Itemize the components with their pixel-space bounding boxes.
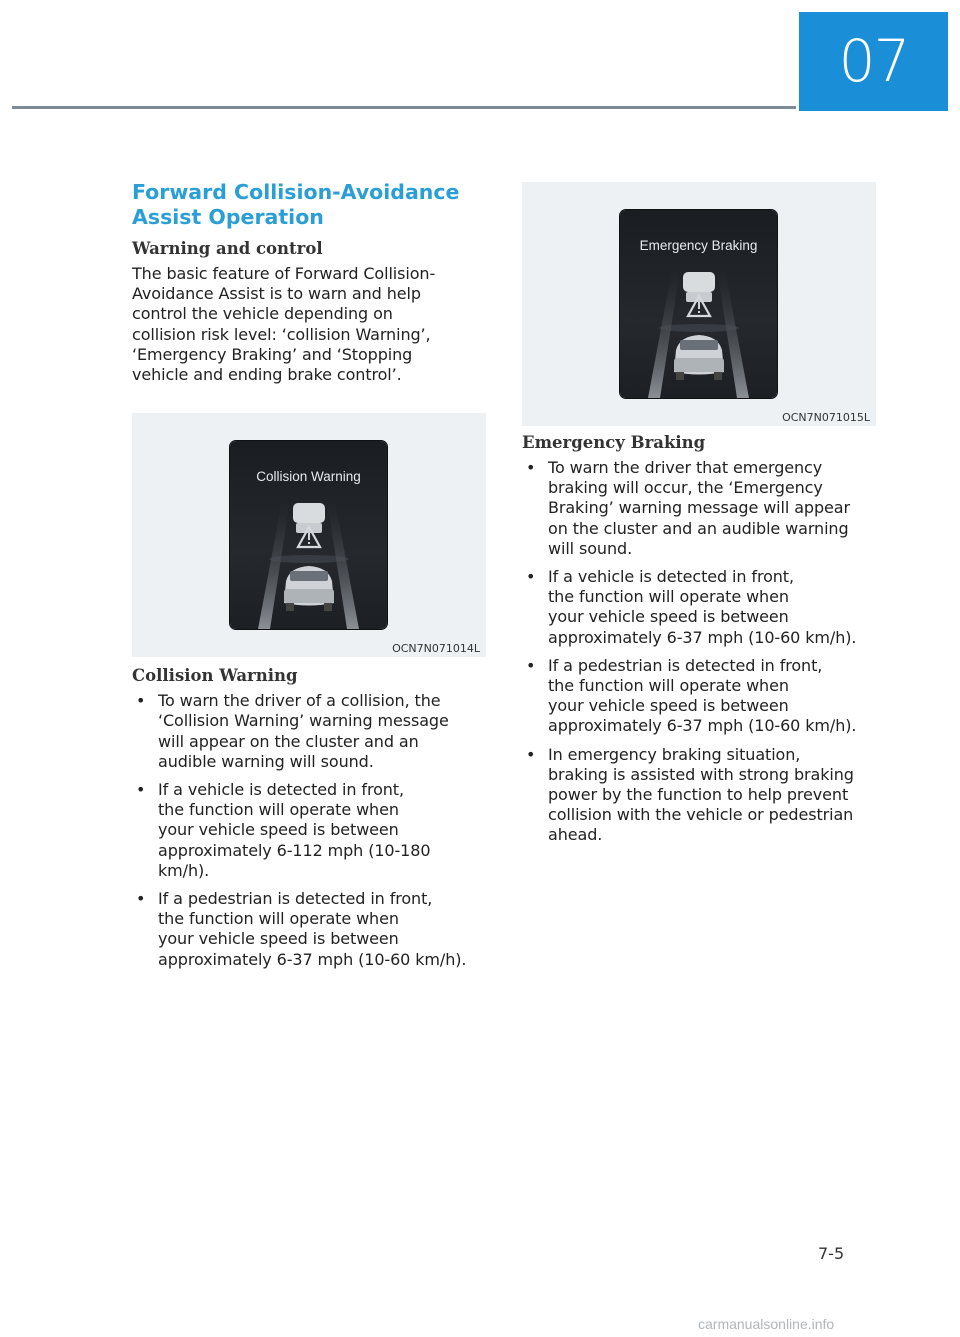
page-number: 7-5 bbox=[818, 1244, 845, 1263]
list-item-line: braking is assisted with strong braking bbox=[548, 764, 854, 784]
emergency-braking-heading: Emergency Braking bbox=[522, 433, 706, 452]
list-item-line: approximately 6-112 mph (10-180 bbox=[158, 840, 431, 860]
section-title-line-2: Assist Operation bbox=[132, 205, 324, 229]
list-item-line: If a vehicle is detected in front, bbox=[548, 567, 794, 587]
list-item-line: If a pedestrian is detected in front, bbox=[548, 655, 823, 675]
list-item-line: your vehicle speed is between bbox=[548, 607, 789, 627]
list-item bbox=[132, 780, 488, 881]
bullet-dot: • bbox=[526, 458, 536, 477]
intro-paragraph bbox=[132, 264, 488, 385]
bullet-dot: • bbox=[136, 780, 146, 800]
bullet-dot: • bbox=[136, 889, 146, 909]
cluster-display bbox=[620, 210, 777, 398]
list-item-line: collision with the vehicle or pedestrian bbox=[548, 805, 854, 825]
list-item-line: will sound. bbox=[548, 538, 633, 558]
figure-caption: OCN7N071015L bbox=[782, 411, 870, 424]
section-title-line-1: Forward Collision-Avoidance bbox=[132, 180, 460, 204]
list-item-line: approximately 6-37 mph (10-60 km/h). bbox=[548, 716, 857, 736]
list-item-line: To warn the driver that emergency bbox=[548, 458, 823, 477]
intro-line: The basic feature of Forward Collision- bbox=[132, 264, 436, 283]
list-item-line: km/h). bbox=[158, 860, 210, 880]
list-item-line: approximately 6-37 mph (10-60 km/h). bbox=[548, 627, 857, 647]
list-item-line: ‘Collision Warning’ warning message bbox=[158, 711, 449, 731]
list-item-line: the function will operate when bbox=[158, 800, 399, 820]
cluster-message: Emergency Braking bbox=[639, 238, 758, 253]
collision-warning-figure bbox=[132, 413, 486, 657]
list-item-line: on the cluster and an audible warning bbox=[548, 518, 849, 538]
list-item-line: your vehicle speed is between bbox=[158, 929, 399, 949]
list-item bbox=[132, 889, 488, 970]
list-item bbox=[522, 458, 876, 559]
list-item-line: your vehicle speed is between bbox=[158, 820, 399, 840]
list-item-line: the function will operate when bbox=[548, 587, 789, 607]
list-item-line: approximately 6-37 mph (10-60 km/h). bbox=[158, 949, 467, 969]
list-item bbox=[522, 745, 876, 846]
chapter-tab: 07 bbox=[799, 12, 948, 111]
intro-line: vehicle and ending brake control’. bbox=[132, 365, 402, 385]
collision-warning-heading: Collision Warning bbox=[132, 666, 298, 686]
header-rule bbox=[12, 106, 796, 109]
bullet-dot: • bbox=[526, 744, 536, 764]
list-item-line: will appear on the cluster and an bbox=[158, 731, 419, 751]
watermark-link[interactable]: carmanualsonline.info bbox=[698, 1316, 835, 1332]
warning-control-heading: Warning and control bbox=[132, 239, 323, 258]
figure-caption: OCN7N071014L bbox=[392, 642, 480, 656]
right-column bbox=[522, 182, 876, 854]
list-item-line: power by the function to help prevent bbox=[548, 785, 849, 805]
collision-warning-list bbox=[132, 691, 488, 970]
emergency-braking-figure bbox=[522, 182, 876, 426]
list-item-line: Braking’ warning message will appear bbox=[548, 498, 850, 518]
list-item-line: ahead. bbox=[548, 825, 603, 845]
cluster-message: Collision Warning bbox=[256, 469, 361, 485]
list-item-line: the function will operate when bbox=[158, 909, 399, 929]
emergency-braking-list bbox=[522, 458, 876, 846]
list-item bbox=[522, 567, 876, 648]
list-item-line: In emergency braking situation, bbox=[548, 744, 801, 764]
list-item-line: If a pedestrian is detected in front, bbox=[158, 889, 433, 909]
section-title bbox=[132, 180, 488, 230]
intro-line: collision risk level: ‘collision Warning’, bbox=[132, 324, 431, 344]
list-item-line: If a vehicle is detected in front, bbox=[158, 780, 404, 800]
bullet-dot: • bbox=[526, 567, 536, 587]
list-item-line: the function will operate when bbox=[548, 676, 789, 696]
list-item bbox=[132, 691, 488, 772]
bullet-dot: • bbox=[526, 655, 536, 675]
intro-line: ‘Emergency Braking’ and ‘Stopping bbox=[132, 344, 413, 364]
intro-line: control the vehicle depending on bbox=[132, 304, 393, 324]
list-item bbox=[522, 656, 876, 737]
bullet-dot: • bbox=[136, 691, 146, 711]
left-column bbox=[132, 180, 488, 978]
list-item-line: audible warning will sound. bbox=[158, 751, 374, 771]
intro-line: Avoidance Assist is to warn and help bbox=[132, 284, 421, 304]
cluster-display bbox=[230, 441, 387, 629]
list-item-line: braking will occur, the ‘Emergency bbox=[548, 478, 823, 498]
list-item-line: To warn the driver of a collision, the bbox=[158, 691, 441, 711]
list-item-line: your vehicle speed is between bbox=[548, 696, 789, 716]
